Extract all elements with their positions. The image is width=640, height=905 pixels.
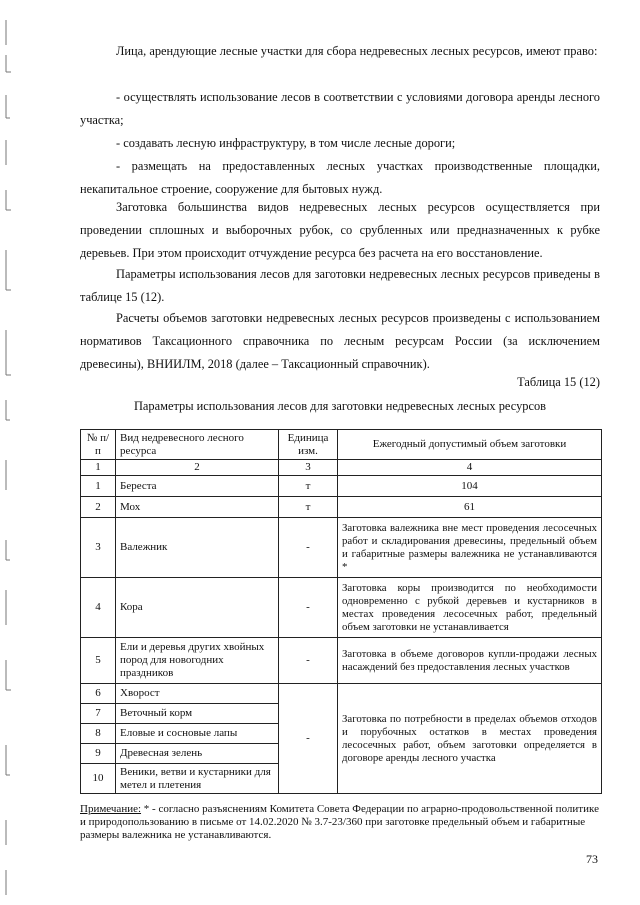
- row-name: Древесная зелень: [116, 744, 279, 764]
- page-number: 73: [586, 852, 598, 866]
- row-num: 7: [81, 704, 116, 724]
- resources-table: [80, 429, 602, 794]
- footnote-label: Примечание:: [80, 803, 142, 815]
- column-number: 4: [338, 460, 602, 476]
- row-num: 5: [81, 638, 116, 684]
- group-volume: Заготовка по потребности в пределах объемов отходов и порубочных остатков в местах проведения лесосечных работ, объем заготовки определяется в договоре аренды лесного участка: [338, 684, 602, 794]
- row-volume: Заготовка коры производится по необходимости одновременно с рубкой деревьев и кустарников в местах проведения лесосечных работ, предельный объем заготовки не устанавливается: [338, 578, 602, 638]
- paragraph-harvesting: Заготовка большинства видов недревесных лесных ресурсов осуществляется при проведении сплошных и выборочных рубок, со срубленных или предназначенных к рубке деревьев. При этом происходит отчуждение ресурса без расчета на его восстановление.: [80, 200, 600, 260]
- row-volume: 61: [338, 497, 602, 518]
- table-row: [81, 684, 602, 704]
- column-number: 1: [81, 460, 116, 476]
- header-volume: Ежегодный допустимый объем заготовки: [338, 430, 602, 460]
- row-unit: -: [279, 578, 338, 638]
- row-name: Валежник: [116, 518, 279, 578]
- row-name: Ели и деревья других хвойных пород для новогодних праздников: [116, 638, 279, 684]
- row-name: Береста: [116, 476, 279, 497]
- table-row: [81, 476, 602, 497]
- row-unit: т: [279, 476, 338, 497]
- footnote: [80, 803, 600, 842]
- paragraph-calculations: Расчеты объемов заготовки недревесных лесных ресурсов произведены с использованием нормативов Таксационного справочника по лесным ресурсам России (за исключением древесины), ВНИИЛМ, 2018 (далее – Таксационный справочник).: [80, 311, 600, 371]
- row-num: 6: [81, 684, 116, 704]
- row-num: 1: [81, 476, 116, 497]
- column-number: 2: [116, 460, 279, 476]
- row-volume: 104: [338, 476, 602, 497]
- row-volume: Заготовка валежника вне мест проведения лесосечных работ и складирования древесины, предельный объем и габаритные размеры валежника не устанавливаются *: [338, 518, 602, 578]
- row-unit: т: [279, 497, 338, 518]
- paragraph-right-use: - осуществлять использование лесов в соответствии с условиями договора аренды лесного участка;: [80, 90, 600, 127]
- table-row: [81, 638, 602, 684]
- column-number: 3: [279, 460, 338, 476]
- table-row: [81, 578, 602, 638]
- paragraph-right-infrastructure: - создавать лесную инфраструктуру, в том числе лесные дороги;: [116, 136, 456, 150]
- row-name: Веники, ветви и кустарники для метел и плетения: [116, 764, 279, 794]
- footnote-text: * - согласно разъяснениям Комитета Совета Федерации по аграрно-продовольственной политике и природопользованию в письме от 14.02.2020 № 3.7-23/360 при заготовке предельный объем и габаритные размеры валежника не устанавливаются.: [80, 803, 599, 841]
- header-num: № п/п: [81, 430, 116, 460]
- row-num: 8: [81, 724, 116, 744]
- paragraph-right-placement: - размещать на предоставленных лесных участках производственные площадки, некапитальное строение, сооружение для бытовых нужд.: [80, 159, 600, 196]
- binding-margin-marks: [0, 0, 16, 905]
- row-unit: -: [279, 518, 338, 578]
- row-name: Еловые и сосновые лапы: [116, 724, 279, 744]
- row-name: Веточный корм: [116, 704, 279, 724]
- header-unit: Единица изм.: [279, 430, 338, 460]
- paragraph-parameters: Параметры использования лесов для заготовки недревесных лесных ресурсов приведены в таблице 15 (12).: [80, 267, 600, 304]
- row-num: 2: [81, 497, 116, 518]
- row-num: 10: [81, 764, 116, 794]
- header-name: Вид недревесного лесного ресурса: [116, 430, 279, 460]
- row-num: 3: [81, 518, 116, 578]
- table-title: Параметры использования лесов для заготовки недревесных лесных ресурсов: [133, 399, 547, 413]
- table-header-row: [81, 430, 602, 460]
- row-num: 9: [81, 744, 116, 764]
- table-row: [81, 497, 602, 518]
- row-volume: Заготовка в объеме договоров купли-продажи лесных насаждений без предоставления лесных участков: [338, 638, 602, 684]
- group-unit: -: [279, 684, 338, 794]
- row-unit: -: [279, 638, 338, 684]
- paragraph-rights-intro: Лица, арендующие лесные участки для сбора недревесных лесных ресурсов, имеют право:: [116, 44, 598, 58]
- table-row: [81, 518, 602, 578]
- table-caption: Таблица 15 (12): [517, 375, 600, 389]
- row-name: Хворост: [116, 684, 279, 704]
- table-column-numbers-row: [81, 460, 602, 476]
- row-name: Кора: [116, 578, 279, 638]
- row-num: 4: [81, 578, 116, 638]
- row-name: Мох: [116, 497, 279, 518]
